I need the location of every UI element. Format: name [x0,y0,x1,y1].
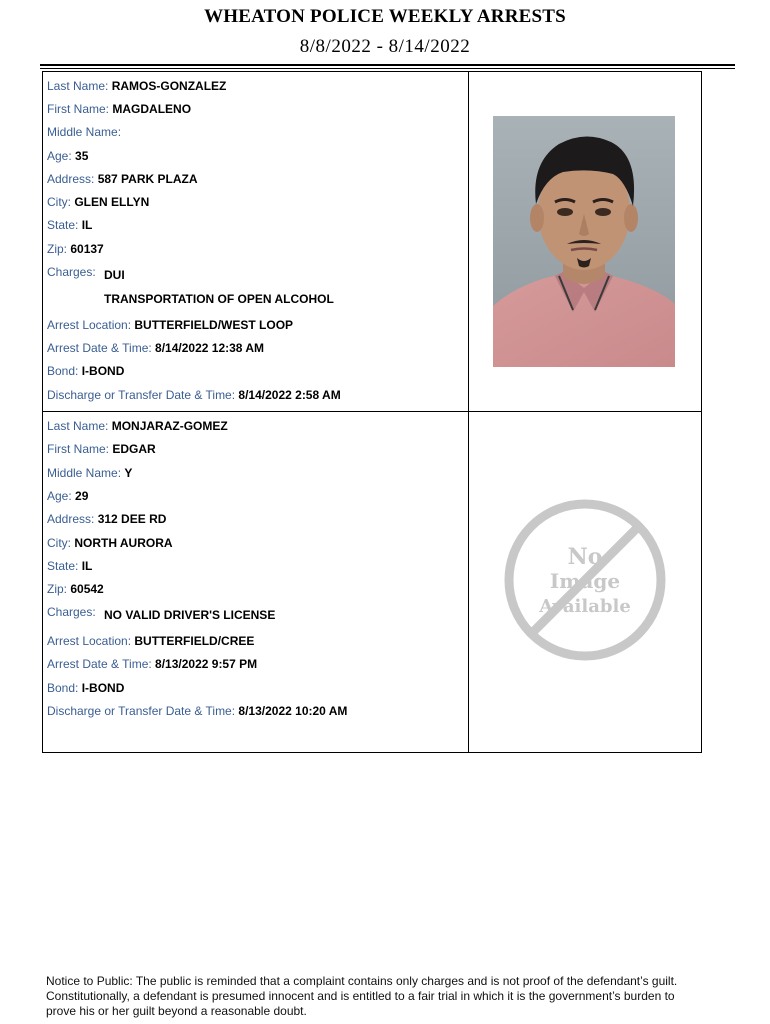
address-label: Address: [47,172,95,186]
arrest-location-value: BUTTERFIELD/CREE [134,634,255,648]
date-range: 8/8/2022 - 8/14/2022 [299,36,471,57]
arrest-location-field [47,634,254,648]
age-field [47,489,88,503]
last-name-label: Last Name: [47,419,109,433]
age-label: Age: [47,149,72,163]
bond-field [47,681,124,695]
charges-label: Charges: [47,265,96,279]
page-title: WHEATON POLICE WEEKLY ARRESTS [204,6,566,27]
bond-value: I-BOND [81,364,125,378]
first-name-value: EDGAR [112,442,156,456]
state-field [47,559,92,573]
record-info-cell [43,72,469,412]
middle-name-field [47,466,132,480]
record-info-cell [43,412,469,753]
no-image-text-line1: No [567,544,603,570]
arrest-records-table [42,71,702,753]
charge-value: NO VALID DRIVER'S LICENSE [104,608,276,622]
discharge-field [47,704,347,718]
middle-name-label: Middle Name: [47,125,122,139]
city-label: City: [47,536,71,550]
first-name-label: First Name: [47,102,110,116]
middle-name-label: Middle Name: [47,466,122,480]
zip-field [47,242,104,256]
state-field [47,218,92,232]
no-image-text-line3: Available [539,596,632,617]
bond-field [47,364,124,378]
bond-value: I-BOND [81,681,125,695]
address-field [47,172,198,186]
discharge-value: 8/13/2022 10:20 AM [238,704,348,718]
arrest-location-label: Arrest Location: [47,634,132,648]
record-photo-cell [469,412,702,753]
no-image-available-icon [501,496,669,664]
arrest-datetime-label: Arrest Date & Time: [47,341,152,355]
charge-value: TRANSPORTATION OF OPEN ALCOHOL [104,292,334,306]
arrest-record [43,72,702,412]
discharge-label: Discharge or Transfer Date & Time: [47,704,236,718]
charge-item [104,608,275,622]
discharge-field [47,388,341,402]
first-name-value: MAGDALENO [112,102,192,116]
header-rule [40,64,735,66]
arrest-datetime-value: 8/13/2022 9:57 PM [155,657,258,671]
charge-item [104,292,334,306]
age-value: 29 [75,489,89,503]
first-name-field [47,102,191,116]
bond-label: Bond: [47,681,79,695]
record-photo-cell [469,72,702,412]
arrest-datetime-field [47,657,257,671]
address-value: 312 DEE RD [97,512,167,526]
age-value: 35 [75,149,89,163]
arrest-datetime-label: Arrest Date & Time: [47,657,152,671]
city-value: NORTH AURORA [74,536,173,550]
bond-label: Bond: [47,364,79,378]
discharge-label: Discharge or Transfer Date & Time: [47,388,236,402]
public-notice: Notice to Public: The public is reminded that a complaint contains only charges and is not proof of the defendant’s guilt. Constitutionally, a defendant is presumed innocent and is entitled to a fair trial in which it is the government’s burden to prove his or her guilt beyond a reasonable doubt. [46,974,678,1018]
address-field [47,512,166,526]
arrest-location-field [47,318,293,332]
age-label: Age: [47,489,72,503]
state-label: State: [47,559,79,573]
last-name-label: Last Name: [47,79,109,93]
charge-value: DUI [104,268,125,282]
arrest-record [43,412,702,753]
no-image-text-line2: Image [550,569,621,593]
header-rule-thin [40,68,735,69]
city-label: City: [47,195,71,209]
middle-name-value: Y [124,466,133,480]
first-name-label: First Name: [47,442,110,456]
address-label: Address: [47,512,95,526]
last-name-field [47,419,228,433]
address-value: 587 PARK PLAZA [97,172,198,186]
zip-field [47,582,104,596]
charges-field [47,605,96,619]
charge-item [104,268,125,282]
city-field [47,195,149,209]
zip-label: Zip: [47,582,68,596]
age-field [47,149,88,163]
charges-field [47,265,96,279]
zip-label: Zip: [47,242,68,256]
zip-value: 60542 [70,582,104,596]
arrest-location-label: Arrest Location: [47,318,132,332]
last-name-field [47,79,226,93]
charges-label: Charges: [47,605,96,619]
discharge-value: 8/14/2022 2:58 AM [238,388,341,402]
arrest-datetime-value: 8/14/2022 12:38 AM [155,341,265,355]
city-field [47,536,173,550]
last-name-value: MONJARAZ-GOMEZ [111,419,228,433]
state-value: IL [81,559,93,573]
arrest-datetime-field [47,341,264,355]
state-label: State: [47,218,79,232]
arrest-location-value: BUTTERFIELD/WEST LOOP [134,318,294,332]
first-name-field [47,442,156,456]
zip-value: 60137 [70,242,104,256]
state-value: IL [81,218,93,232]
last-name-value: RAMOS-GONZALEZ [111,79,227,93]
middle-name-field [47,125,121,139]
city-value: GLEN ELLYN [74,195,150,209]
booking-photo [493,116,675,367]
